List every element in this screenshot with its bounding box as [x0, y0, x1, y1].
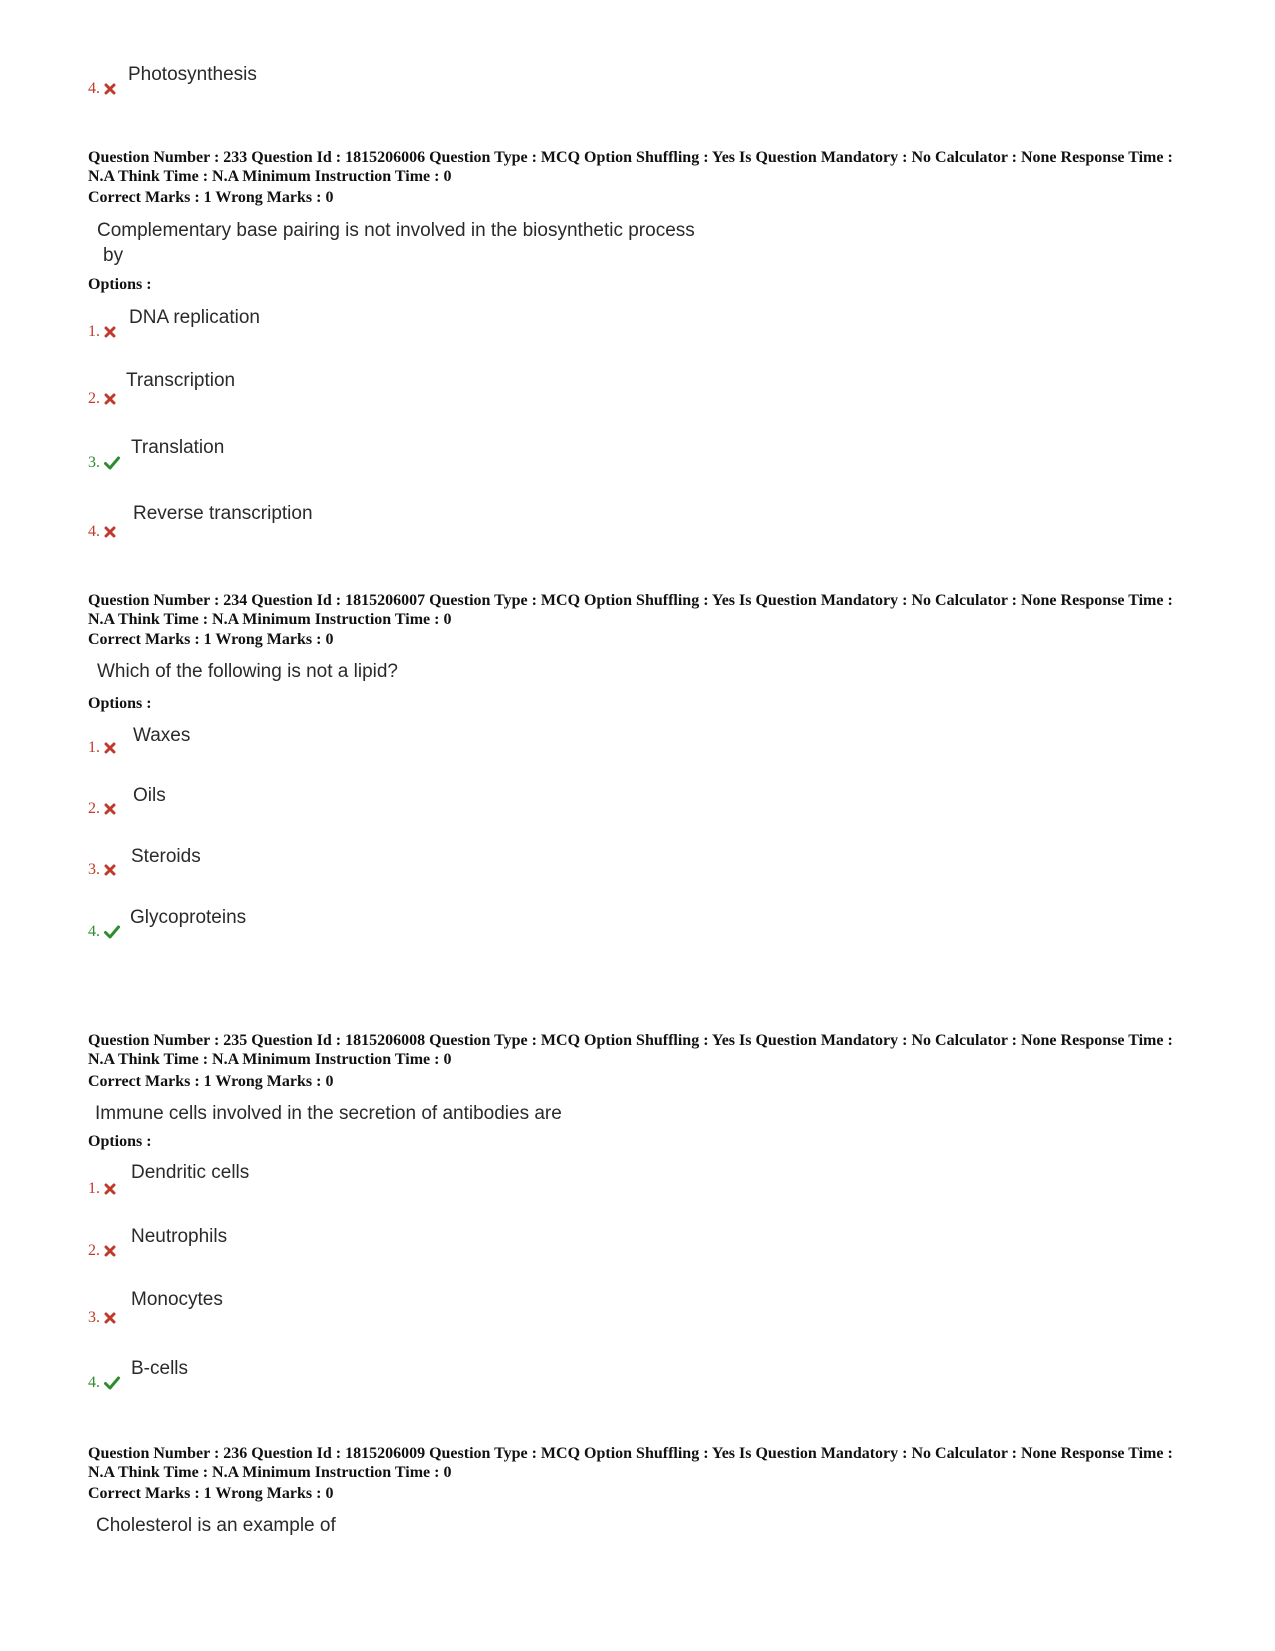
cross-icon — [104, 864, 116, 876]
question-text — [95, 1101, 735, 1126]
option-number — [88, 1374, 120, 1392]
option-number — [88, 390, 116, 408]
option-text: Neutrophils — [131, 1226, 228, 1247]
option-text: Transcription — [126, 370, 236, 391]
option-number — [88, 323, 116, 341]
cross-icon — [104, 1183, 116, 1195]
question-text-line: Cholesterol is an example of — [96, 1515, 336, 1536]
option-number-label: 2. — [88, 390, 100, 407]
options-label: Options : — [88, 695, 152, 712]
option-text: Waxes — [133, 725, 191, 746]
question-meta: Question Number : 235 Question Id : 1815206008 Question Type : MCQ Option Shuffling : Yes Is Question Mandatory : No Calculator : None Response Time : N.A Think Time : N.A Minimum Instruction Time : 0 — [88, 1032, 1173, 1068]
option-number — [88, 1309, 116, 1327]
option-number-label: 3. — [88, 454, 100, 471]
cross-icon — [104, 803, 116, 815]
option-number-label: 1. — [88, 1180, 100, 1197]
option-number — [88, 1242, 116, 1260]
option-number-label: 2. — [88, 800, 100, 817]
question-marks: Correct Marks : 1 Wrong Marks : 0 — [88, 631, 334, 648]
cross-icon — [104, 83, 116, 95]
option-number-label: 4. — [88, 923, 100, 940]
option-number — [88, 80, 116, 98]
option-text: Photosynthesis — [128, 64, 257, 85]
check-icon — [104, 1376, 120, 1390]
option-text: Glycoproteins — [130, 907, 247, 928]
option-number — [88, 1180, 116, 1198]
options-label: Options : — [88, 276, 152, 293]
question-text-line: Immune cells involved in the secretion of antibodies are — [95, 1103, 562, 1124]
option-number — [88, 923, 120, 941]
question-text — [96, 1513, 736, 1538]
cross-icon — [104, 393, 116, 405]
option-text: Oils — [133, 785, 166, 806]
option-number — [88, 800, 116, 818]
option-number — [88, 861, 116, 879]
cross-icon — [104, 742, 116, 754]
check-icon — [104, 456, 120, 470]
option-number — [88, 454, 120, 472]
options-label: Options : — [88, 1133, 152, 1150]
question-marks: Correct Marks : 1 Wrong Marks : 0 — [88, 1485, 334, 1502]
option-number-label: 3. — [88, 1309, 100, 1326]
option-number-label: 1. — [88, 323, 100, 340]
question-marks: Correct Marks : 1 Wrong Marks : 0 — [88, 189, 334, 206]
option-text: B-cells — [131, 1358, 189, 1379]
option-number-label: 1. — [88, 739, 100, 756]
option-number — [88, 739, 116, 757]
question-meta: Question Number : 234 Question Id : 1815206007 Question Type : MCQ Option Shuffling : Yes Is Question Mandatory : No Calculator : None Response Time : N.A Think Time : N.A Minimum Instruction Time : 0 — [88, 592, 1173, 628]
option-number-label: 3. — [88, 861, 100, 878]
question-text-line: by — [103, 245, 124, 266]
option-text: Monocytes — [131, 1289, 223, 1310]
option-text: Translation — [131, 437, 225, 458]
option-number-label: 2. — [88, 1242, 100, 1259]
question-meta: Question Number : 233 Question Id : 1815206006 Question Type : MCQ Option Shuffling : Yes Is Question Mandatory : No Calculator : None Response Time : N.A Think Time : N.A Minimum Instruction Time : 0 — [88, 149, 1173, 185]
option-number-label: 4. — [88, 1374, 100, 1391]
cross-icon — [104, 1245, 116, 1257]
question-meta: Question Number : 236 Question Id : 1815206009 Question Type : MCQ Option Shuffling : Yes Is Question Mandatory : No Calculator : None Response Time : N.A Think Time : N.A Minimum Instruction Time : 0 — [88, 1445, 1173, 1481]
question-text — [97, 659, 737, 684]
option-number-label: 4. — [88, 523, 100, 540]
option-number-label: 4. — [88, 80, 100, 97]
cross-icon — [104, 326, 116, 338]
cross-icon — [104, 526, 116, 538]
question-text — [97, 218, 737, 268]
question-text-line: Which of the following is not a lipid? — [97, 661, 398, 682]
cross-icon — [104, 1312, 116, 1324]
check-icon — [104, 925, 120, 939]
question-marks: Correct Marks : 1 Wrong Marks : 0 — [88, 1073, 334, 1090]
option-text: Dendritic cells — [131, 1162, 250, 1183]
question-text-line: Complementary base pairing is not involved in the biosynthetic process — [97, 220, 695, 241]
option-text: Steroids — [131, 846, 201, 867]
option-text: DNA replication — [129, 307, 260, 328]
option-text: Reverse transcription — [133, 503, 313, 524]
option-number — [88, 523, 116, 541]
